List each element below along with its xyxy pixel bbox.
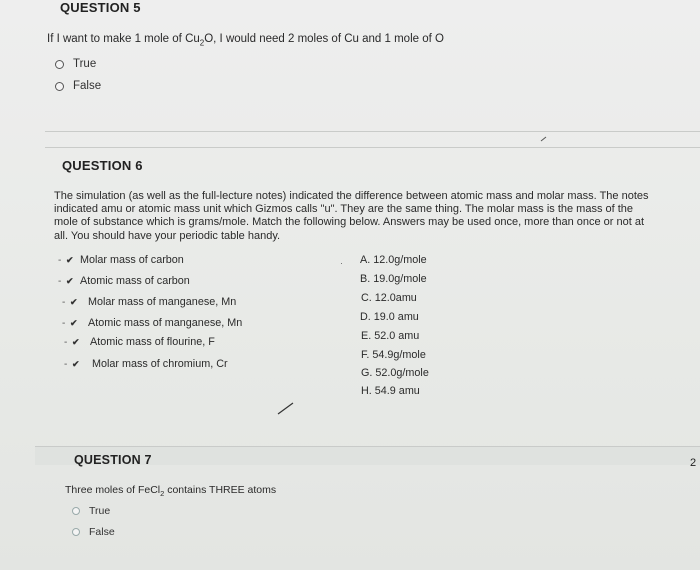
match-dropdown-atomic-mass-flourine[interactable] [64,336,215,348]
answer-choice-b: B. 19.0g/mole [360,273,427,285]
chevron-down-icon[interactable]: ✔ [66,275,74,286]
chevron-down-icon[interactable]: ✔ [66,254,74,265]
radio-icon[interactable] [72,528,80,536]
dash-icon: - [58,254,62,266]
chevron-down-icon[interactable]: ✔ [70,296,78,307]
question-7-prompt: Three moles of FeCl$_2$ contains THREE atoms [65,484,277,499]
prompt-line: indicated amu or atomic mass unit which Gizmos calls "u". They are the same thing. The molar mass is the mass of the [54,203,634,216]
chevron-down-icon[interactable]: ✔ [72,358,80,369]
q7-option-false[interactable] [72,526,115,538]
match-item-label: Atomic mass of manganese, Mn [88,317,243,329]
q5-option-false[interactable] [55,80,101,92]
match-item-label: Molar mass of chromium, Cr [92,358,228,370]
prompt-line: mole of substance which is grams/mole. Match the following below. Answers may be used once, more than once or not at [54,216,645,229]
match-item-label: Atomic mass of flourine, F [90,336,215,348]
question-6-title: QUESTION 6 [62,158,143,173]
option-label: False [73,80,102,92]
match-item-label: Molar mass of manganese, Mn [88,296,237,308]
dash-icon: - [62,296,66,308]
dash-icon: - [62,317,66,329]
question-divider [45,131,700,132]
pen-mark-icon [540,136,548,142]
answer-choice-a: A. 12.0g/mole [360,254,427,266]
answer-choice-d: D. 19.0 amu [360,311,419,323]
match-dropdown-atomic-mass-manganese[interactable] [62,317,242,329]
dash-icon: - [58,275,62,287]
question-divider [45,147,700,148]
chevron-down-icon[interactable]: ✔ [70,317,78,328]
pen-mark-icon [276,400,296,416]
question-5-title: QUESTION 5 [60,0,141,15]
match-dropdown-atomic-mass-carbon[interactable] [58,275,190,287]
answer-choice-e: E. 52.0 amu [361,330,420,342]
match-item-label: Atomic mass of carbon [80,275,190,287]
option-label: True [89,505,111,517]
answer-choice-c: C. 12.0amu [361,292,417,304]
answer-choice-f: F. 54.9g/mole [361,349,426,361]
radio-icon[interactable] [55,82,64,91]
match-dropdown-molar-mass-manganese[interactable] [62,296,236,308]
dash-icon: - [64,336,68,348]
prompt-line: all. You should have your periodic table handy. [54,229,281,242]
radio-icon[interactable] [55,60,64,69]
prompt-line: The simulation (as well as the full-lecture notes) indicated the difference between atomic mass and molar mass. The notes [54,190,649,202]
answer-choice-h: H. 54.9 amu [361,385,420,397]
question-5-prompt: If I want to make 1 mole of $Cu_2O$, I would need 2 moles of Cu and 1 mole of O [47,33,444,48]
q5-option-true[interactable] [55,58,96,70]
match-item-label: Molar mass of carbon [80,254,184,266]
dash-icon: - [64,358,68,370]
match-dropdown-molar-mass-carbon[interactable] [58,254,184,266]
dot-marker: · [340,258,343,268]
radio-icon[interactable] [72,507,80,515]
side-number: 2 [690,457,697,469]
q7-option-true[interactable] [72,505,110,517]
chevron-down-icon[interactable]: ✔ [72,336,80,347]
option-label: True [73,58,97,70]
option-label: False [89,526,115,538]
answer-choice-g: G. 52.0g/mole [361,367,429,379]
question-7-title: QUESTION 7 [74,453,152,467]
match-dropdown-molar-mass-chromium[interactable] [64,358,228,370]
question-6-prompt [54,190,664,243]
